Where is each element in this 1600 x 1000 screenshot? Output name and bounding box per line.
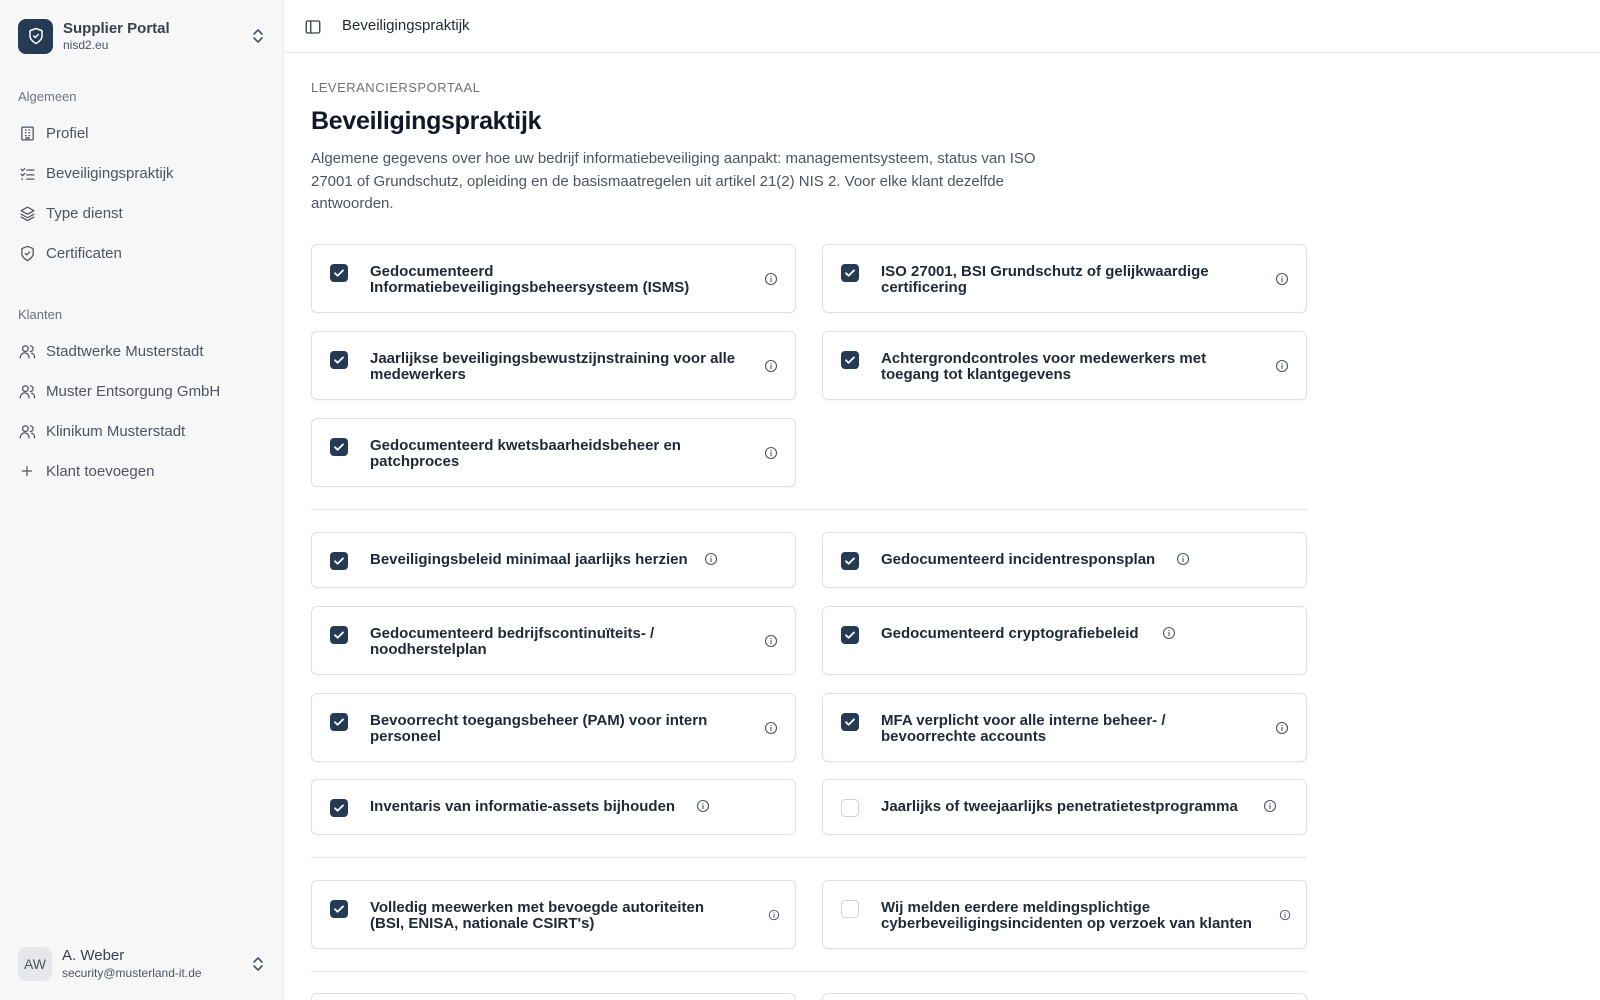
top-bar: [285, 0, 1600, 53]
practice-label: Volledig meewerken met bevoegde autoriteiten (BSI, ENISA, nationale CSIRT's): [370, 899, 704, 932]
practice-card[interactable]: [822, 779, 1307, 835]
practice-label: Gedocumenteerd incidentresponsplan: [881, 551, 1156, 568]
sidebar-item-muster-entsorgung[interactable]: [8, 374, 274, 408]
sidebar-item-type-dienst[interactable]: [8, 196, 274, 230]
breadcrumb-title: Beveiligingspraktijk: [342, 17, 470, 34]
info-icon[interactable]: [1263, 799, 1277, 813]
sidebar-item-label: Profiel: [46, 124, 89, 142]
practice-card[interactable]: [311, 606, 796, 675]
practice-card-partial[interactable]: [311, 993, 796, 1000]
users-icon: [18, 342, 36, 360]
section-divider: [311, 509, 1307, 510]
sidebar-toggle-icon[interactable]: [303, 17, 323, 37]
page-description: Algemene gegevens over hoe uw bedrijf informatiebeveiliging aanpakt: managementsysteem, status van ISO 27001 of Grundschutz, opleiding en de basismaatregelen uit artikel 21(2) NIS 2. Voor elke klant dezelfde antwoorden.: [311, 150, 1036, 212]
practice-label: Gedocumenteerd Informatiebeveiligingsbeheersysteem (ISMS): [370, 263, 690, 296]
practice-card[interactable]: [311, 418, 796, 487]
layers-icon: [18, 204, 36, 222]
org-switcher[interactable]: [18, 18, 266, 54]
practice-label: Achtergrondcontroles voor medewerkers met toegang tot klantgegevens: [881, 350, 1207, 383]
practice-card[interactable]: [311, 331, 796, 400]
info-icon[interactable]: [764, 272, 778, 286]
list-checks-icon: [18, 164, 36, 182]
sidebar-item-profiel[interactable]: [8, 116, 274, 150]
practice-card-partial[interactable]: [822, 993, 1307, 1000]
checkbox[interactable]: [330, 351, 348, 369]
checkbox[interactable]: [330, 438, 348, 456]
practice-card[interactable]: [311, 244, 796, 313]
checkbox[interactable]: [330, 264, 348, 282]
practice-label: Gedocumenteerd bedrijfscontinuïteits- / noodherstelplan: [370, 625, 655, 658]
checkbox[interactable]: [841, 264, 859, 282]
shield-logo-icon: [18, 19, 53, 54]
sidebar-item-label: Stadtwerke Musterstadt: [46, 342, 204, 360]
practice-label: ISO 27001, BSI Grundschutz of gelijkwaardige certificering: [881, 263, 1209, 296]
add-client-button[interactable]: [8, 454, 274, 488]
avatar: AW: [18, 947, 52, 981]
checkbox[interactable]: [841, 552, 859, 570]
info-icon[interactable]: [764, 634, 778, 648]
info-icon[interactable]: [1278, 908, 1292, 922]
main-content: [311, 80, 1311, 216]
users-icon: [18, 422, 36, 440]
user-name: A. Weber: [62, 947, 125, 964]
checkbox[interactable]: [330, 552, 348, 570]
practice-label: Gedocumenteerd kwetsbaarheidsbeheer en patchproces: [370, 437, 681, 470]
practice-label: Jaarlijks of tweejaarlijks penetratietestprogramma: [881, 798, 1238, 815]
checkbox[interactable]: [330, 900, 348, 918]
info-icon[interactable]: [1275, 721, 1289, 735]
info-icon[interactable]: [1162, 626, 1176, 640]
page-title: Beveiligingspraktijk: [311, 107, 542, 135]
checkbox[interactable]: [330, 713, 348, 731]
practice-card[interactable]: [822, 532, 1307, 588]
checkbox[interactable]: [330, 626, 348, 644]
checkbox[interactable]: [841, 351, 859, 369]
info-icon[interactable]: [696, 799, 710, 813]
info-icon[interactable]: [1275, 272, 1289, 286]
info-icon[interactable]: [764, 359, 778, 373]
practice-label: Beveiligingsbeleid minimaal jaarlijks herzien: [370, 551, 688, 568]
sidebar-item-beveiligingspraktijk[interactable]: [8, 156, 274, 190]
section-divider: [311, 971, 1307, 972]
chevrons-up-down-icon: [250, 28, 266, 44]
practice-label: Wij melden eerdere meldingsplichtige cyberbeveiligingsincidenten op verzoek van klanten: [881, 899, 1252, 932]
practice-card[interactable]: [822, 331, 1307, 400]
info-icon[interactable]: [764, 446, 778, 460]
page-eyebrow: LEVERANCIERSPORTAAL: [311, 80, 481, 95]
sidebar-item-label: Klinikum Musterstadt: [46, 422, 186, 440]
info-icon[interactable]: [1176, 552, 1190, 566]
plus-icon: [18, 462, 36, 480]
shield-check-icon: [18, 244, 36, 262]
practice-card[interactable]: [311, 532, 796, 588]
users-icon: [18, 382, 36, 400]
info-icon[interactable]: [767, 908, 781, 922]
nav-group-general: Algemeen: [18, 89, 77, 104]
practice-card[interactable]: [822, 693, 1307, 762]
sidebar-item-label: Certificaten: [46, 244, 122, 262]
add-client-label: Klant toevoegen: [46, 462, 155, 480]
sidebar-item-certificaten[interactable]: [8, 236, 274, 270]
checkbox[interactable]: [841, 626, 859, 644]
practice-label: Inventaris van informatie-assets bijhouden: [370, 798, 676, 815]
building-icon: [18, 124, 36, 142]
brand-domain: nisd2.eu: [63, 37, 109, 52]
practice-label: Bevoorrecht toegangsbeheer (PAM) voor intern personeel: [370, 712, 708, 745]
info-icon[interactable]: [1275, 359, 1289, 373]
practice-card[interactable]: [311, 880, 796, 949]
checkbox[interactable]: [841, 900, 859, 918]
info-icon[interactable]: [704, 552, 718, 566]
practice-card[interactable]: [822, 244, 1307, 313]
sidebar-item-label: Muster Entsorgung GmbH: [46, 382, 221, 400]
info-icon[interactable]: [764, 721, 778, 735]
user-email: security@musterland-it.de: [62, 966, 202, 980]
nav-group-clients: Klanten: [18, 307, 63, 322]
practice-card[interactable]: [822, 606, 1307, 675]
practice-label: Jaarlijkse beveiligingsbewustzijnstraining voor alle medewerkers: [370, 350, 736, 383]
section-divider: [311, 857, 1307, 858]
practice-label: MFA verplicht voor alle interne beheer- / bevoorrechte accounts: [881, 712, 1166, 745]
practice-card[interactable]: [311, 693, 796, 762]
chevrons-up-down-icon: [250, 956, 266, 972]
checkbox[interactable]: [841, 799, 859, 817]
checkbox[interactable]: [841, 713, 859, 731]
sidebar-item-label: Beveiligingspraktijk: [46, 164, 174, 182]
user-menu[interactable]: [18, 944, 266, 984]
practice-label: Gedocumenteerd cryptografiebeleid: [881, 625, 1139, 642]
sidebar-item-klinikum-musterstadt[interactable]: [8, 414, 274, 448]
sidebar-item-stadtwerke-musterstadt[interactable]: [8, 334, 274, 368]
sidebar: [0, 0, 284, 1000]
practice-card[interactable]: [822, 880, 1307, 949]
sidebar-item-label: Type dienst: [46, 204, 123, 222]
brand-name: Supplier Portal: [63, 19, 170, 37]
checkbox[interactable]: [330, 799, 348, 817]
practice-card[interactable]: [311, 779, 796, 835]
